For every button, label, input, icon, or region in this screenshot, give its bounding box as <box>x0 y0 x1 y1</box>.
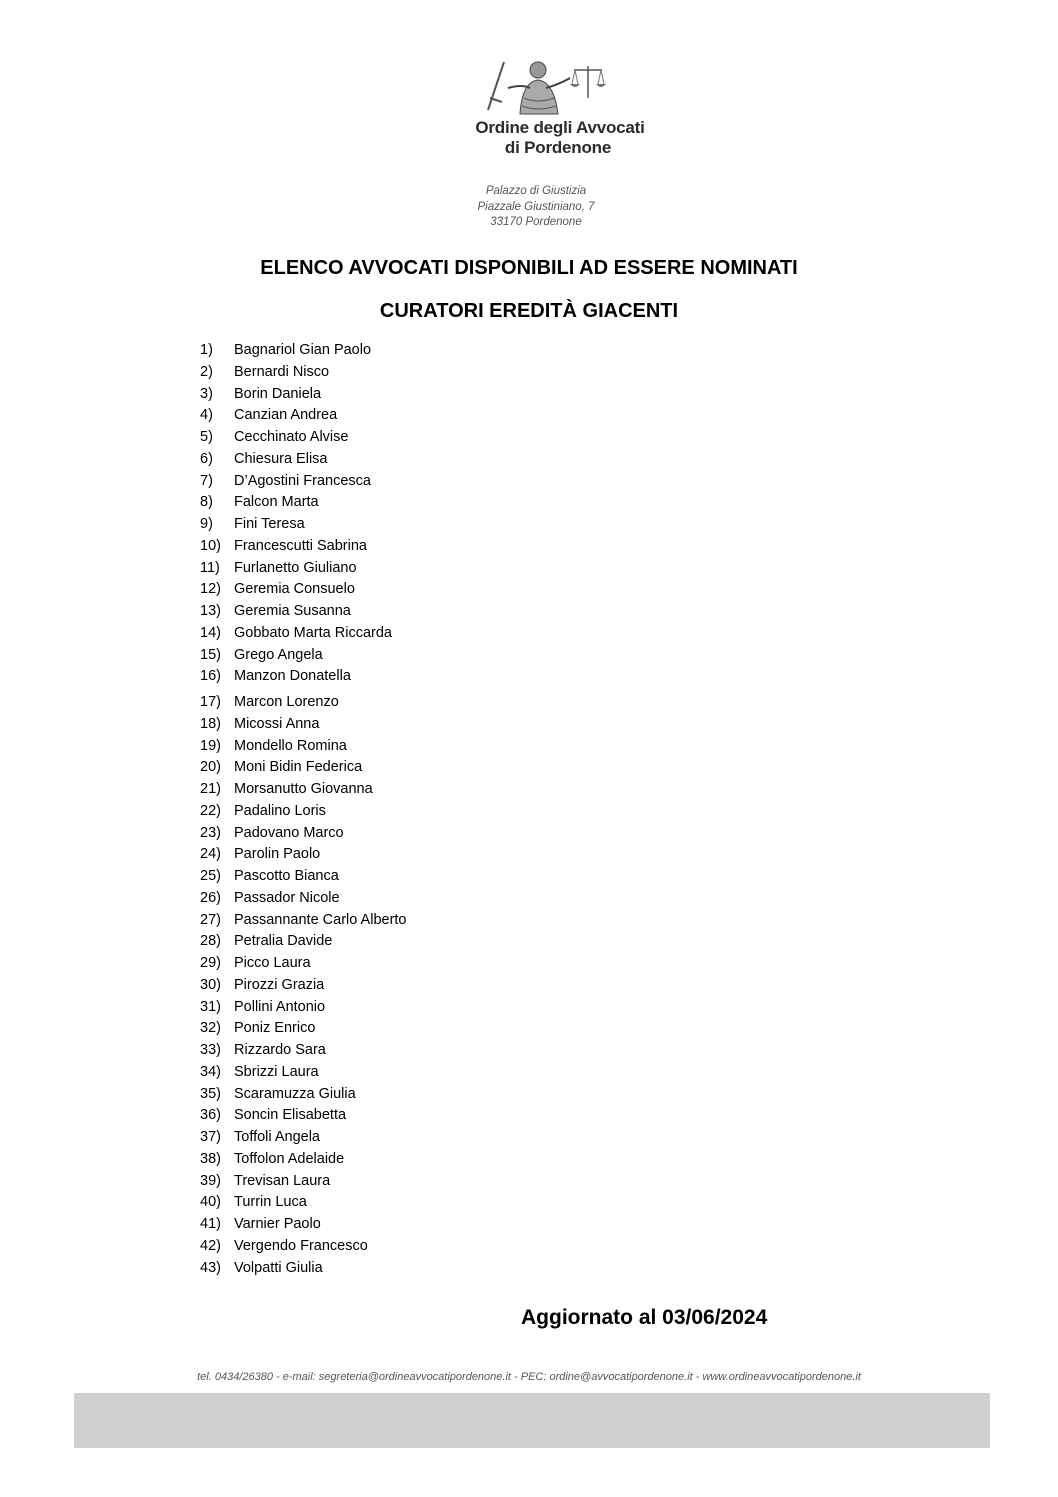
list-item-number: 2) <box>200 363 213 380</box>
list-item-number: 12) <box>200 581 221 598</box>
list-item-number: 22) <box>200 802 221 819</box>
list-item-name: Marcon Lorenzo <box>234 694 339 710</box>
footer-contacts: tel. 0434/26380 - e-mail: segreteria@ordineavvocatipordenone.it - PEC: ordine@avvocatipordenone.it - www.ordineavvocatipordenone.it <box>197 1371 861 1383</box>
list-item-name: Pollini Antonio <box>234 998 326 1015</box>
address-line: Palazzo di Giustizia <box>485 185 587 197</box>
list-item-number: 30) <box>200 976 221 993</box>
list-item-name: Toffolon Adelaide <box>234 1150 345 1167</box>
list-item-name: Bernardi Nisco <box>234 363 330 380</box>
list-item-name: Chiesura Elisa <box>234 450 328 467</box>
list-item-name: Mondello Romina <box>234 737 347 754</box>
list-item-name: Passador Nicole <box>234 889 340 906</box>
list-item-number: 14) <box>200 624 221 641</box>
list-item-name: D’Agostini Francesca <box>234 472 371 489</box>
list-item-name: Grego Angela <box>234 646 323 663</box>
list-item-name: Padalino Loris <box>234 802 326 819</box>
list-item-number: 13) <box>200 603 221 619</box>
list-item-number: 17) <box>200 694 221 710</box>
list-item-number: 43) <box>200 1259 221 1276</box>
list-item-number: 26) <box>200 889 221 906</box>
list-item-name: Micossi Anna <box>234 715 320 732</box>
list-item-name: Parolin Paolo <box>234 846 321 863</box>
list-item-number: 28) <box>200 933 221 950</box>
list-item-number: 6) <box>200 450 213 467</box>
list-item-name: Poniz Enrico <box>234 1020 316 1037</box>
org-name-line1: Ordine degli Avvocati <box>475 118 645 137</box>
list-item-number: 33) <box>200 1042 221 1058</box>
list-item-number: 36) <box>200 1107 221 1124</box>
address-block <box>436 184 636 231</box>
list-item-number: 21) <box>200 781 221 797</box>
address-line: Piazzale Giustiniano, 7 <box>477 200 595 213</box>
list-item-number: 5) <box>200 429 213 445</box>
list-item-name: Francescutti Sabrina <box>234 537 367 554</box>
list-item-number: 37) <box>200 1129 221 1145</box>
list-item-name: Soncin Elisabetta <box>234 1107 347 1124</box>
list-item-name: Canzian Andrea <box>234 407 338 424</box>
list-item-name: Falcon Marta <box>234 494 319 511</box>
list-item-name: Scaramuzza Giulia <box>234 1085 356 1102</box>
list-item-name: Gobbato Marta Riccarda <box>234 624 392 641</box>
list-item-number: 25) <box>200 868 221 884</box>
list-item-number: 20) <box>200 759 221 776</box>
list-item-name: Passannante Carlo Alberto <box>234 911 407 928</box>
list-item-name: Manzon Donatella <box>234 668 351 685</box>
list-item-number: 39) <box>200 1172 221 1189</box>
list-item-number: 15) <box>200 646 221 663</box>
list-item-number: 4) <box>200 407 213 424</box>
list-item-number: 16) <box>200 668 221 685</box>
list-item-name: Bagnariol Gian Paolo <box>234 342 372 358</box>
list-item-name: Padovano Marco <box>234 824 344 841</box>
list-item-number: 31) <box>200 998 221 1015</box>
list-item-number: 23) <box>200 824 221 841</box>
list-item-name: Vergendo Francesco <box>234 1237 368 1254</box>
list-item-number: 32) <box>200 1020 221 1037</box>
list-item-name: Pirozzi Grazia <box>234 976 325 993</box>
list-item-number: 9) <box>200 516 213 532</box>
updated-date: Aggiornato al 03/06/2024 <box>521 1306 768 1329</box>
document-title: ELENCO AVVOCATI DISPONIBILI AD ESSERE NOMINATI <box>260 257 798 279</box>
list-item-number: 29) <box>200 955 221 971</box>
list-item-name: Varnier Paolo <box>234 1216 321 1232</box>
list-item-name: Cecchinato Alvise <box>234 429 349 445</box>
list-item-number: 8) <box>200 494 213 511</box>
list-item-name: Turrin Luca <box>234 1194 307 1211</box>
list-item-number: 7) <box>200 472 213 489</box>
list-item-number: 3) <box>200 385 213 402</box>
list-item-number: 41) <box>200 1216 221 1232</box>
list-item-number: 42) <box>200 1237 221 1254</box>
list-item-name: Moni Bidin Federica <box>234 759 363 776</box>
list-item-name: Picco Laura <box>234 955 311 971</box>
list-item-number: 11) <box>200 559 220 576</box>
list-item-number: 24) <box>200 846 221 863</box>
list-item-number: 1) <box>200 342 213 358</box>
list-item-number: 34) <box>200 1063 221 1080</box>
justice-emblem-icon <box>478 58 638 116</box>
list-item-number: 40) <box>200 1194 221 1211</box>
list-item-name: Toffoli Angela <box>234 1129 320 1145</box>
list-item-name: Pascotto Bianca <box>234 868 339 884</box>
list-item-number: 27) <box>200 911 221 928</box>
list-item-number: 35) <box>200 1085 221 1102</box>
letterhead-logo <box>470 58 650 178</box>
list-item-name: Fini Teresa <box>234 516 305 532</box>
list-item-name: Geremia Susanna <box>234 603 351 619</box>
list-item-number: 10) <box>200 537 221 554</box>
list-item-number: 19) <box>200 737 221 754</box>
list-item-number: 38) <box>200 1150 221 1167</box>
list-item-name: Morsanutto Giovanna <box>234 781 373 797</box>
document-subtitle: CURATORI EREDITÀ GIACENTI <box>379 300 679 322</box>
list-item-name: Volpatti Giulia <box>234 1259 323 1276</box>
list-item-name: Geremia Consuelo <box>234 581 355 598</box>
address-line: 33170 Pordenone <box>490 216 582 228</box>
list-item-name: Borin Daniela <box>234 385 322 402</box>
list-item-name: Trevisan Laura <box>234 1172 331 1189</box>
list-item-number: 18) <box>200 715 221 732</box>
list-item-name: Sbrizzi Laura <box>234 1063 319 1080</box>
footer-bar <box>74 1393 990 1448</box>
list-item-name: Petralia Davide <box>234 933 333 950</box>
list-item-name: Furlanetto Giuliano <box>234 559 357 576</box>
list-item-name: Rizzardo Sara <box>234 1042 326 1058</box>
org-name-line2: di Pordenone <box>504 138 612 157</box>
